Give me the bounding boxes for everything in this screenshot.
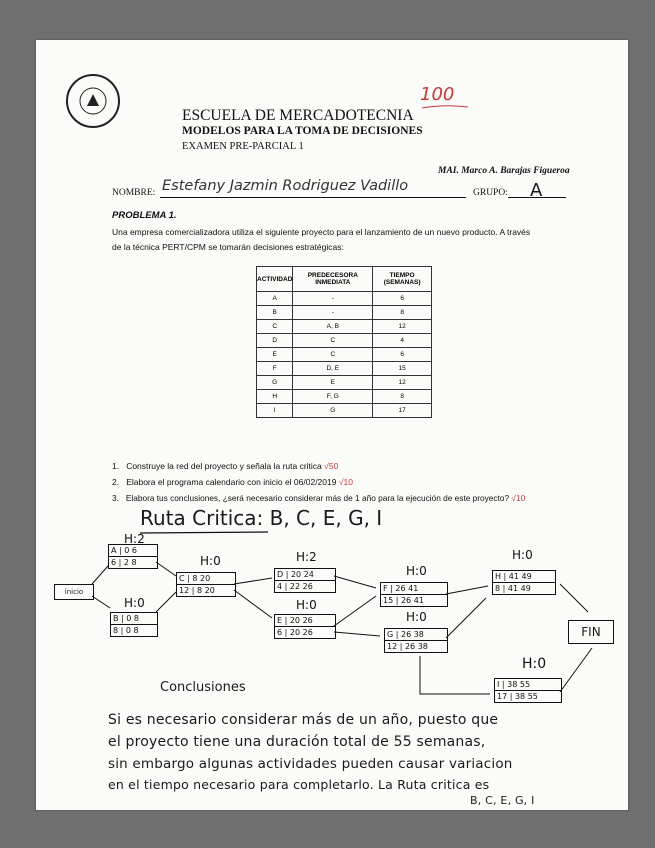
end-node: FIN — [568, 620, 614, 644]
name-label: NOMBRE: — [112, 188, 156, 198]
activity-cell: B — [257, 306, 293, 320]
node-slack: H:0 — [200, 554, 221, 568]
question-text: Elabora tus conclusiones, ¿será necesario considerar más de 1 año para la ejecución de este proyecto? — [125, 493, 510, 503]
course-name: MODELOS PARA LA TOMA DE DECISIONES — [182, 125, 423, 137]
time-cell: 12 — [373, 320, 432, 334]
question-score: √50 — [324, 461, 339, 471]
student-name: Estefany Jazmin Rodriguez Vadillo — [162, 178, 409, 194]
activity-cell: E — [257, 348, 293, 362]
school-name: ESCUELA DE MERCADOTECNIA — [182, 107, 414, 124]
question-text: Elabora el programa calendario con inicio el 06/02/2019 — [126, 477, 337, 487]
node-slack: H:0 — [124, 596, 145, 610]
conclusions-title: Conclusiones — [160, 680, 246, 695]
node-slack: H:0 — [512, 548, 533, 562]
time-cell: 8 — [373, 306, 432, 320]
group-value: A — [530, 180, 543, 201]
network-node-g: G | 26 38 12 | 26 38 — [384, 628, 448, 653]
time-cell: 6 — [373, 348, 432, 362]
time-cell: 8 — [373, 390, 432, 404]
exam-name: EXAMEN PRE-PARCIAL 1 — [182, 141, 304, 152]
critical-path-title: Ruta Critica: B, C, E, G, I — [140, 506, 383, 530]
node-slack: H:2 — [296, 550, 317, 564]
question-number: 1. — [112, 461, 120, 471]
activity-cell: C — [257, 320, 293, 334]
network-node-c: C | 8 20 12 | 8 20 — [176, 572, 236, 597]
activity-cell: G — [257, 376, 293, 390]
node-slack: H:0 — [296, 598, 317, 612]
activity-cell: D — [257, 334, 293, 348]
predecessor-cell: E — [293, 376, 373, 390]
activity-cell: A — [257, 292, 293, 306]
network-node-f: F | 26 41 15 | 26 41 — [380, 582, 448, 607]
activity-cell: H — [257, 390, 293, 404]
group-label: GRUPO: — [473, 188, 508, 198]
network-node-i: I | 38 55 17 | 38 55 — [494, 678, 562, 703]
node-slack: H:0 — [406, 610, 427, 624]
problem-statement-2: de la técnica PERT/CPM se tomarán decisiones estratégicas: — [112, 242, 344, 252]
problem-statement-1: Una empresa comercializadora utiliza el siguiente proyecto para el lanzamiento de un nuevo producto. A través — [112, 227, 531, 237]
predecessor-cell: C — [293, 334, 373, 348]
predecessor-cell: A, B — [293, 320, 373, 334]
question-number: 2. — [112, 477, 120, 487]
column-header: PREDECESORA INMEDIATA — [293, 267, 373, 292]
predecessor-cell: - — [293, 292, 373, 306]
network-node-e: E | 20 26 6 | 20 26 — [274, 614, 336, 639]
question-score: √10 — [511, 493, 526, 503]
predecessor-cell: D, E — [293, 362, 373, 376]
time-cell: 15 — [373, 362, 432, 376]
start-node: inicio — [54, 584, 94, 600]
node-slack: H:0 — [406, 564, 427, 578]
column-header: TIEMPO (SEMANAS) — [373, 267, 432, 292]
question-number: 3. — [112, 493, 119, 503]
time-cell: 17 — [373, 404, 432, 418]
activity-cell: I — [257, 404, 293, 418]
network-node-a: A | 0 6 6 | 2 8 — [108, 544, 158, 569]
network-node-b: B | 0 8 8 | 0 8 — [110, 612, 158, 637]
node-slack: H:2 — [124, 532, 145, 546]
time-cell: 4 — [373, 334, 432, 348]
predecessor-cell: C — [293, 348, 373, 362]
conclusion-line: B, C, E, G, I — [470, 794, 535, 807]
time-cell: 12 — [373, 376, 432, 390]
column-header: ACTIVIDAD — [257, 267, 293, 292]
question-score: √10 — [338, 477, 353, 487]
predecessor-cell: - — [293, 306, 373, 320]
network-node-h: H | 41 49 8 | 41 49 — [492, 570, 556, 595]
problem-title: PROBLEMA 1. — [112, 210, 177, 221]
conclusion-line: el proyecto tiene una duración total de 55 semanas, — [108, 734, 486, 750]
predecessor-cell: F, G — [293, 390, 373, 404]
node-slack: H:0 — [522, 656, 547, 672]
activity-cell: F — [257, 362, 293, 376]
question-text: Construye la red del proyecto y señala la ruta critica — [126, 461, 322, 471]
predecessor-cell: G — [293, 404, 373, 418]
grade-mark: 100 — [420, 84, 455, 105]
time-cell: 6 — [373, 292, 432, 306]
teacher-name: MAI. Marco A. Barajas Figueroa — [438, 166, 570, 176]
conclusion-line: Si es necesario considerar más de un año, puesto que — [108, 712, 499, 728]
conclusion-line: sin embargo algunas actividades pueden causar variacion — [108, 756, 513, 772]
network-node-d: D | 20 24 4 | 22 26 — [274, 568, 336, 593]
conclusion-line: en el tiempo necesario para completarlo. La Ruta critica es — [108, 777, 490, 792]
